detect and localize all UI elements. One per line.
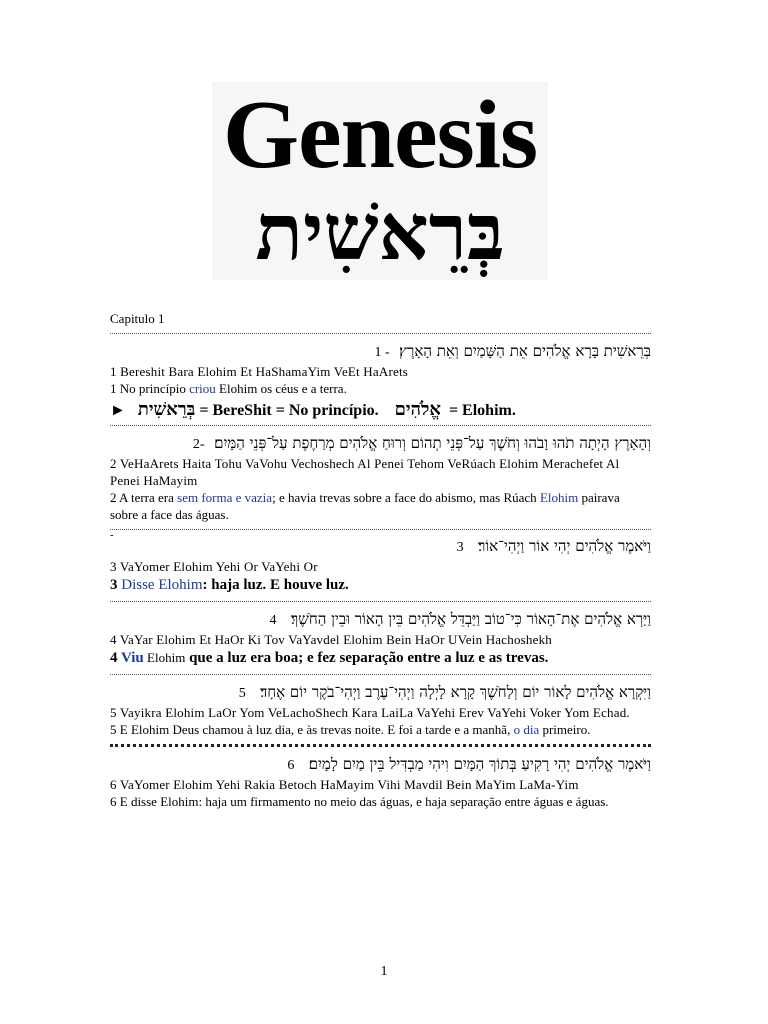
verse-1-pt-highlight: criou (189, 381, 216, 396)
verse-2-pt-start: 2 A terra era (110, 490, 178, 505)
verse-4-hebrew (110, 609, 651, 631)
verse-2-pt-middle: ; e havia trevas sobre a face do abismo, mas Rúach (272, 490, 540, 505)
verse-3-hebrew-text: וַיֹּאמֶר אֱלֹהִים יְהִי אוֹר וַיְהִי־אוֹר׃ (477, 537, 651, 555)
key-term-bereshit-hebrew: בְּרֵאשִׁית (137, 399, 196, 420)
verse-1-pt-start: 1 No princípio (110, 381, 190, 396)
verse-1 (110, 341, 651, 397)
verse-4-hebrew-number: 4 (269, 613, 277, 628)
verse-3-pt-end: : haja luz. E houve luz. (202, 577, 349, 593)
verse-2 (110, 433, 651, 523)
verse-5-portuguese (110, 721, 651, 738)
verse-1-hebrew-number: - 1 (374, 345, 390, 360)
divider (110, 674, 651, 675)
verse-5-pt-end: primeiro. (539, 722, 591, 737)
verse-2-portuguese (110, 489, 651, 523)
verse-3-hebrew-number: 3 (456, 540, 464, 555)
chapter-content (110, 306, 651, 810)
divider (110, 425, 651, 426)
verse-1-pt-end: Elohim os céus e a terra. (215, 381, 347, 396)
page-number: 1 (380, 964, 388, 979)
verse-5-transliteration: 5 Vayikra Elohim LaOr Yom VeLachoShech Kara LaiLa VaYehi Erev VaYehi Voker Yom Echad. (110, 705, 630, 720)
verse-5 (110, 682, 651, 738)
verse-3-hebrew (110, 536, 651, 558)
verse-5-hebrew (110, 682, 651, 704)
key-term-elohim-meaning: = Elohim. (444, 402, 516, 419)
arrow-icon: ► (110, 402, 126, 419)
verse-3-portuguese (110, 575, 651, 595)
verse-1-hebrew (110, 341, 651, 363)
verse-4 (110, 609, 651, 668)
verse-3 (110, 536, 651, 595)
chapter-heading: Capitulo 1 (110, 311, 165, 326)
key-terms-line (110, 401, 651, 419)
title-banner (212, 82, 548, 280)
divider-bold (110, 744, 651, 747)
verse-3-pt-highlight: Disse Elohim (121, 577, 203, 593)
verse-5-pt-highlight: o dia (513, 722, 540, 737)
book-title-hebrew: בְּרֵאשִׁית (255, 187, 505, 278)
verse-4-pt-elohim: Elohim (143, 650, 186, 665)
verse-3-transliteration: 3 VaYomer Elohim Yehi Or VaYehi Or (110, 559, 318, 574)
key-term-elohim-hebrew: אֱלֹהִים (394, 399, 441, 420)
verse-6-hebrew-text: וַיֹּאמֶר אֱלֹהִים יְהִי רָקִיעַ בְּתוֹךְ הַמָּיִם וִיהִי מַבְדִּיל בֵּין מַיִם לָמָיִם׃ (308, 755, 651, 773)
verse-6 (110, 754, 651, 810)
stray-mark: - (110, 529, 114, 541)
verse-6-hebrew-number: 6 (287, 758, 295, 773)
verse-4-portuguese (110, 648, 651, 668)
verse-6-transliteration: 6 VaYomer Elohim Yehi Rakia Betoch HaMayim Vihi Mavdil Bein MaYim LaMa-Yim (110, 777, 579, 792)
verse-1-hebrew-text: בְּרֵאשִׁית בָּרָא אֱלֹהִים אֵת הַשָּׁמַיִם וְאֵת הָאָרֶץ׃ (399, 342, 651, 360)
verse-2-pt-highlight-1: sem forma e vazia (177, 490, 273, 505)
verse-2-pt-highlight-2: Elohim (539, 490, 579, 505)
verse-5-hebrew-number: 5 (238, 686, 246, 701)
divider (110, 333, 651, 334)
verse-2-pt-end: pairava sobre a face das águas. (110, 490, 620, 522)
verse-2-hebrew-text: וְהָאָרֶץ הָיְתָה תֹהוּ וָבֹהוּ וְחֹשֶׁךְ עַל־פְּנֵי תְהוֹם וְרוּחַ אֱלֹהִים מְרַחֶפֶת עַל־פְּנֵי הַמָּיִם׃ (214, 434, 651, 452)
verse-4-transliteration: 4 VaYar Elohim Et HaOr Ki Tov VaYavdel Elohim Bein HaOr UVein Hachoshekh (110, 632, 552, 647)
verse-2-hebrew (110, 433, 651, 455)
verse-4-pt-end: que a luz era boa; e fez separação entre a luz e as trevas. (185, 650, 549, 666)
verse-6-hebrew (110, 754, 651, 776)
verse-1-transliteration: 1 Bereshit Bara Elohim Et HaShamaYim VeEt HaArets (110, 364, 409, 379)
verse-5-hebrew-text: וַיִּקְרָא אֱלֹהִים לָאוֹר יוֹם וְלַחֹשֶׁךְ קָרָא לָיְלָה וַיְהִי־עֶרֶב וַיְהִי־בֹקֶר יוֹם אֶחָד׃ (260, 683, 651, 701)
verse-4-hebrew-text: וַיַּרְא אֱלֹהִים אֶת־הָאוֹר כִּי־טוֹב וַיַּבְדֵּל אֱלֹהִים בֵּין הָאוֹר וּבֵין הַחֹשֶׁךְ׃ (290, 610, 651, 628)
verse-2-hebrew-number: -2 (192, 437, 205, 452)
verse-6-portuguese: 6 E disse Elohim: haja um firmamento no meio das águas, e haja separação entre águas e águas. (110, 794, 609, 809)
divider (110, 601, 651, 602)
key-term-bereshit-meaning: = BereShit = No princípio. (195, 402, 379, 419)
verse-3-pt-number: 3 (110, 577, 122, 593)
verse-2-transliteration: 2 VeHaArets Haita Tohu VaVohu Vechoshech Al Penei Tehom VeRúach Elohim Merachefet Al Penei HaMayim (110, 456, 620, 488)
verse-1-portuguese (110, 380, 651, 397)
verse-4-pt-viu: Viu (120, 650, 144, 666)
verse-4-pt-number: 4 (110, 650, 121, 666)
verse-5-pt-start: 5 E Elohim Deus chamou à luz dia, e às trevas noite. E foi a tarde e a manhã, (110, 722, 514, 737)
book-title-english: Genesis (222, 81, 538, 189)
